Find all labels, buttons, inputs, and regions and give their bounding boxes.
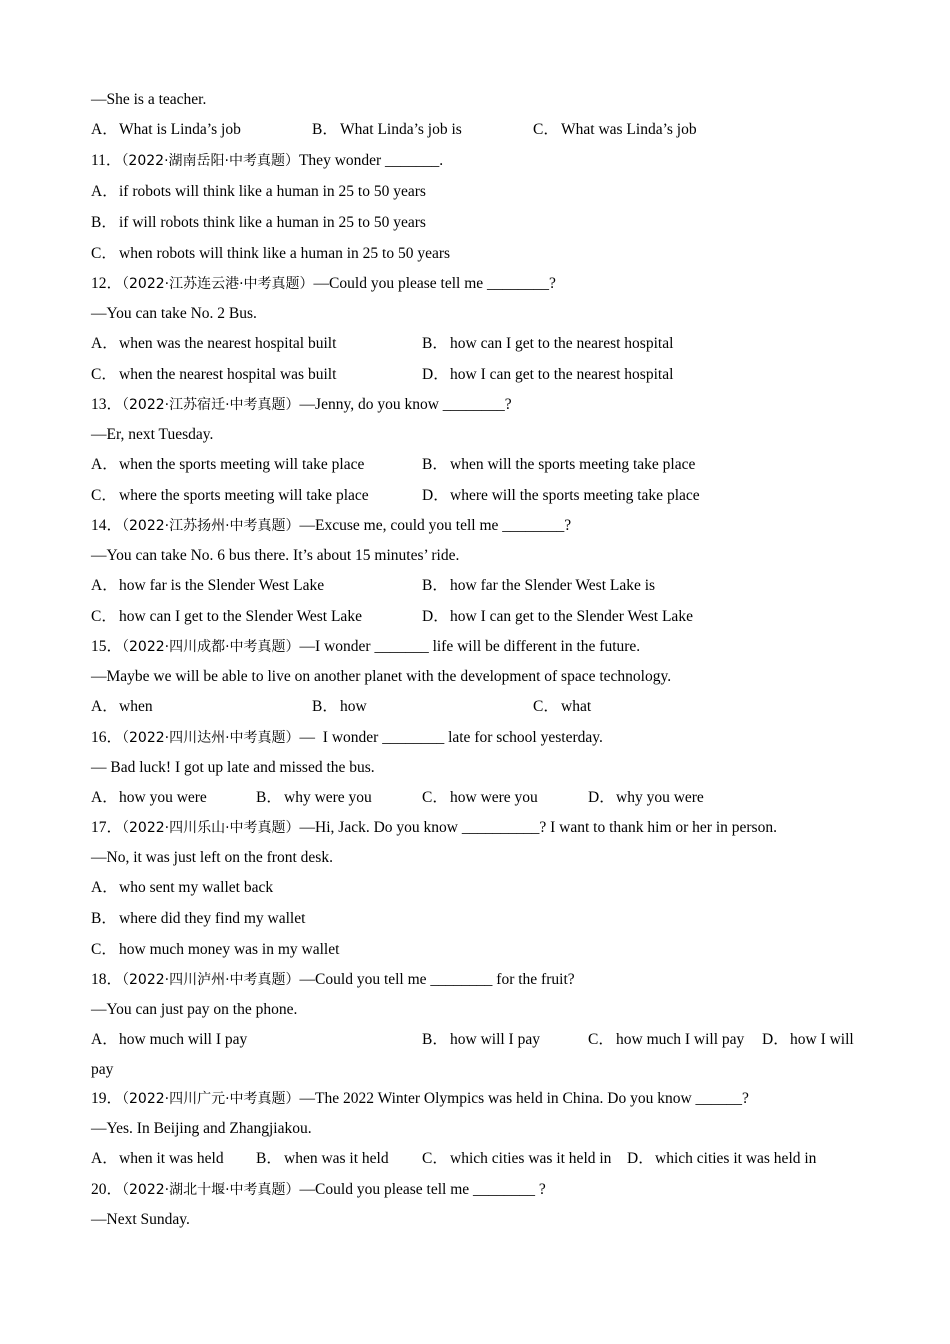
option-label: A．	[91, 698, 118, 715]
option-b	[422, 576, 655, 596]
dialog-line: —Maybe we will be able to live on another planet with the development of space technology.	[91, 668, 672, 685]
option-text: where did they find my wallet	[119, 910, 306, 927]
question-20	[91, 1180, 546, 1200]
option-b	[256, 788, 372, 808]
option-a	[91, 182, 426, 202]
option-label: B．	[91, 910, 117, 927]
option-text: when it was held	[119, 1150, 224, 1167]
question-source: （2022·四川达州·中考真题）	[122, 730, 300, 746]
option-text: how much money was in my wallet	[119, 941, 340, 958]
option-label: B．	[91, 214, 117, 231]
option-text: where will the sports meeting take place	[450, 487, 700, 504]
option-text: how	[340, 698, 367, 715]
question-13	[91, 395, 512, 415]
question-source: （2022·四川泸州·中考真题）	[122, 972, 300, 988]
question-stem: —Could you tell me ________ for the fruit?	[299, 971, 575, 988]
dialog-line: —Next Sunday.	[91, 1211, 190, 1228]
option-b	[312, 697, 367, 717]
question-19	[91, 1089, 749, 1109]
option-a	[91, 334, 336, 354]
question-source: （2022·江苏宿迁·中考真题）	[122, 397, 300, 413]
option-label: A．	[91, 183, 118, 200]
option-label: A．	[91, 121, 118, 138]
question-number: 17．	[91, 819, 123, 836]
option-label: A．	[91, 456, 118, 473]
question-17	[91, 818, 777, 838]
option-b	[91, 213, 426, 233]
option-label: B．	[312, 698, 338, 715]
answer-line: —She is a teacher.	[91, 91, 207, 108]
option-label: A．	[91, 577, 118, 594]
question-stem: —Could you please tell me ________ ?	[299, 1181, 546, 1198]
option-text: how you were	[119, 789, 207, 806]
option-text: how will I pay	[450, 1031, 540, 1048]
option-b	[312, 120, 462, 140]
option-text: how much will I pay	[119, 1031, 248, 1048]
option-text: which cities it was held in	[655, 1150, 817, 1167]
option-label: C．	[422, 1150, 448, 1167]
option-a	[91, 1030, 247, 1050]
question-source: （2022·四川乐山·中考真题）	[122, 820, 300, 836]
option-text: when will the sports meeting take place	[450, 456, 696, 473]
option-c	[91, 244, 450, 264]
question-18	[91, 970, 575, 990]
question-11	[91, 151, 443, 171]
option-label: C．	[588, 1031, 614, 1048]
option-label: D．	[762, 1031, 789, 1048]
option-text: What Linda’s job is	[340, 121, 462, 138]
option-b	[422, 1030, 540, 1050]
option-c	[422, 1149, 611, 1169]
option-text: What was Linda’s job	[561, 121, 697, 138]
option-a	[91, 878, 273, 898]
option-label: C．	[91, 487, 117, 504]
option-text: how I can get to the Slender West Lake	[450, 608, 693, 625]
option-b	[422, 455, 695, 475]
option-text: how can I get to the Slender West Lake	[119, 608, 362, 625]
question-number: 14．	[91, 517, 123, 534]
option-label: B．	[256, 789, 282, 806]
question-stem: —I wonder _______ life will be different in the future.	[299, 638, 641, 655]
option-text: why were you	[284, 789, 372, 806]
option-c	[91, 940, 339, 960]
option-label: B．	[422, 577, 448, 594]
option-a	[91, 697, 153, 717]
question-15	[91, 637, 640, 657]
option-text: when	[119, 698, 153, 715]
option-text: where the sports meeting will take place	[119, 487, 369, 504]
option-b	[91, 909, 305, 929]
option-text: how I will	[790, 1031, 854, 1048]
question-stem: —The 2022 Winter Olympics was held in China. Do you know ______?	[299, 1090, 749, 1107]
option-d	[588, 788, 704, 808]
question-number: 11．	[91, 152, 122, 169]
option-d	[422, 607, 693, 627]
option-c	[91, 365, 336, 385]
option-b	[422, 334, 673, 354]
option-label: A．	[91, 879, 118, 896]
option-label: A．	[91, 1031, 118, 1048]
question-number: 19．	[91, 1090, 123, 1107]
option-c	[91, 486, 369, 506]
option-text: when the nearest hospital was built	[119, 366, 337, 383]
option-text: when the sports meeting will take place	[119, 456, 365, 473]
option-text: if robots will think like a human in 25 to 50 years	[119, 183, 426, 200]
option-label: B．	[312, 121, 338, 138]
option-label: B．	[422, 456, 448, 473]
question-source: （2022·江苏连云港·中考真题）	[122, 276, 314, 292]
option-d-wrap: pay	[91, 1061, 114, 1078]
question-14	[91, 516, 571, 536]
option-text: who sent my wallet back	[119, 879, 274, 896]
option-label: D．	[422, 366, 449, 383]
question-stem: —Could you please tell me ________?	[313, 275, 556, 292]
option-label: B．	[422, 1031, 448, 1048]
option-text: how much I will pay	[616, 1031, 745, 1048]
question-number: 18．	[91, 971, 123, 988]
option-c	[533, 697, 591, 717]
option-label: D．	[422, 487, 449, 504]
option-c	[588, 1030, 744, 1050]
option-label: A．	[91, 335, 118, 352]
question-12	[91, 274, 556, 294]
option-text: when was the nearest hospital built	[119, 335, 337, 352]
option-c	[533, 120, 697, 140]
option-d	[762, 1030, 854, 1050]
option-label: A．	[91, 1150, 118, 1167]
question-number: 15．	[91, 638, 123, 655]
option-text: which cities was it held in	[450, 1150, 612, 1167]
option-a	[91, 455, 364, 475]
option-label: C．	[422, 789, 448, 806]
option-label: B．	[256, 1150, 282, 1167]
option-a	[91, 1149, 224, 1169]
question-source: （2022·湖北十堰·中考真题）	[122, 1182, 300, 1198]
question-source: （2022·湖南岳阳·中考真题）	[121, 153, 299, 169]
option-text: what	[561, 698, 592, 715]
dialog-line: —You can just pay on the phone.	[91, 1001, 298, 1018]
question-stem: —Hi, Jack. Do you know __________? I want to thank him or her in person.	[299, 819, 777, 836]
question-stem: —Excuse me, could you tell me ________?	[299, 517, 572, 534]
option-a	[91, 576, 324, 596]
dialog-line: —Er, next Tuesday.	[91, 426, 214, 443]
option-a	[91, 120, 241, 140]
dialog-line: —You can take No. 6 bus there. It’s about 15 minutes’ ride.	[91, 547, 460, 564]
option-d	[422, 486, 700, 506]
option-text: when robots will think like a human in 25 to 50 years	[119, 245, 451, 262]
option-text: how were you	[450, 789, 538, 806]
option-label: D．	[588, 789, 615, 806]
option-label: D．	[422, 608, 449, 625]
option-text: What is Linda’s job	[119, 121, 241, 138]
option-text: when was it held	[284, 1150, 389, 1167]
question-number: 16．	[91, 729, 123, 746]
option-text: how far is the Slender West Lake	[119, 577, 325, 594]
option-text: how can I get to the nearest hospital	[450, 335, 674, 352]
option-b	[256, 1149, 389, 1169]
question-number: 20．	[91, 1181, 123, 1198]
question-number: 12．	[91, 275, 123, 292]
option-label: C．	[533, 698, 559, 715]
question-stem: — I wonder ________ late for school yesterday.	[299, 729, 603, 746]
dialog-line: — Bad luck! I got up late and missed the bus.	[91, 759, 375, 776]
option-label: C．	[91, 608, 117, 625]
option-text: how I can get to the nearest hospital	[450, 366, 674, 383]
option-d	[422, 365, 673, 385]
option-label: C．	[91, 366, 117, 383]
option-a	[91, 788, 207, 808]
option-text: how far the Slender West Lake is	[450, 577, 656, 594]
question-stem: —Jenny, do you know ________?	[299, 396, 512, 413]
option-label: C．	[91, 245, 117, 262]
option-label: C．	[91, 941, 117, 958]
dialog-line: —Yes. In Beijing and Zhangjiakou.	[91, 1120, 312, 1137]
option-label: A．	[91, 789, 118, 806]
question-16	[91, 728, 603, 748]
option-label: D．	[627, 1150, 654, 1167]
option-text: why you were	[616, 789, 704, 806]
dialog-line: —You can take No. 2 Bus.	[91, 305, 257, 322]
question-source: （2022·江苏扬州·中考真题）	[122, 518, 300, 534]
question-source: （2022·四川成都·中考真题）	[122, 639, 300, 655]
option-label: B．	[422, 335, 448, 352]
option-label: C．	[533, 121, 559, 138]
question-stem: They wonder _______.	[298, 152, 444, 169]
option-c	[422, 788, 538, 808]
option-c	[91, 607, 362, 627]
question-source: （2022·四川广元·中考真题）	[122, 1091, 300, 1107]
dialog-line: —No, it was just left on the front desk.	[91, 849, 333, 866]
option-text: if will robots think like a human in 25 to 50 years	[119, 214, 426, 231]
option-d	[627, 1149, 816, 1169]
question-number: 13．	[91, 396, 123, 413]
